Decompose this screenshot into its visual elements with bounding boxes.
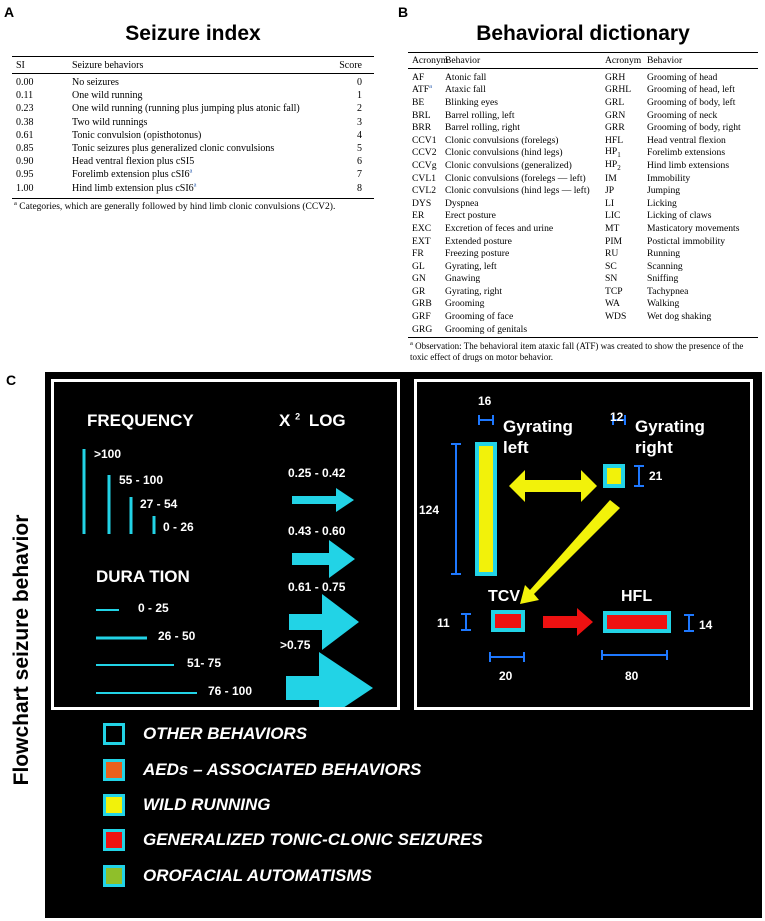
table-row (408, 121, 758, 134)
label-14: 14 (699, 618, 713, 632)
table-row (408, 222, 758, 235)
cell-behavior: Excretion of feces and urine (445, 222, 554, 234)
table-row (408, 96, 758, 109)
cell-si: 0.85 (16, 143, 34, 155)
cell-acronym-text: BRR (412, 122, 432, 134)
cell-acronym-2 (605, 185, 647, 196)
frequency-level-3: 27 - 54 (140, 497, 178, 511)
cell-score: 8 (357, 182, 362, 194)
table-row (12, 168, 374, 181)
legend-item (103, 792, 270, 818)
table-row (408, 273, 758, 286)
node-tcv (493, 612, 523, 630)
cell-behavior-2: Jumping (647, 185, 681, 197)
cell-acronym-text: GRHL (605, 84, 632, 96)
cell-behavior (72, 77, 336, 88)
cell-acronym (408, 173, 445, 184)
table-row (408, 210, 758, 223)
arrow-bidirectional-yellow (509, 470, 597, 502)
cell-behavior: Grooming of face (445, 311, 514, 323)
cell-acronym-text: CCV2 (412, 147, 437, 159)
cell-acronym (408, 286, 445, 297)
cell-behavior-text: Two wild runnings (72, 116, 148, 128)
cell-acronym-text: SN (605, 273, 618, 285)
cell-behavior-2: Forelimb extensions (647, 147, 726, 159)
cell-behavior-2: Running (647, 248, 681, 260)
node-hfl (605, 613, 669, 631)
table-row (408, 172, 758, 185)
cell-behavior: Clonic convulsions (forelegs) (445, 134, 559, 146)
cell-acronym (408, 298, 445, 309)
cell-behavior-text: No seizures (72, 77, 119, 89)
cell-acronym-text: GRG (412, 323, 433, 335)
col-behavior-2: Behavior (647, 55, 683, 66)
panel-b-letter: B (398, 4, 409, 20)
col-acronym: Acronym (412, 55, 449, 66)
cell-acronym-2 (605, 273, 647, 284)
cell-si: 0.90 (16, 156, 34, 168)
cell-behavior: Clonic convulsions (hind legs — left) (445, 185, 590, 197)
cell-behavior-2: Masticatory movements (647, 222, 740, 234)
gyrating-left-label-1: Gyrating (503, 417, 573, 436)
gyrating-right-label-2: right (635, 438, 673, 457)
chi-level-3: 0.61 - 0.75 (288, 580, 346, 594)
flowchart-side-label (2, 390, 42, 910)
table-header (12, 57, 374, 74)
key-box (51, 379, 400, 710)
cell-behavior (72, 90, 336, 101)
chi-level-4: >0.75 (280, 638, 311, 652)
cell-acronym-text: LI (605, 197, 615, 209)
table-row (12, 155, 374, 168)
cell-si: 0.38 (16, 116, 34, 128)
cell-behavior-2: Scanning (647, 260, 683, 272)
legend-label: OTHER BEHAVIORS (143, 724, 308, 743)
cell-acronym-text: GRF (412, 311, 431, 323)
cell-behavior: Extended posture (445, 235, 512, 247)
cell-acronym (408, 72, 445, 83)
cell-acronym-2 (605, 298, 647, 309)
arrow-yellow-to-tcv (520, 500, 620, 604)
cell-acronym-text: WA (605, 298, 620, 310)
legend-swatch (103, 723, 125, 745)
legend-swatch (103, 759, 125, 781)
cell-acronym-2 (605, 173, 647, 184)
cell-behavior-text: Tonic seizures plus generalized clonic convulsions (72, 143, 275, 155)
cell-acronym-2 (605, 210, 647, 221)
cell-acronym-text: DYS (412, 197, 432, 209)
cell-behavior-2: Tachypnea (647, 285, 689, 297)
cell-acronym (408, 97, 445, 108)
cell-behavior-2: Grooming of head, left (647, 84, 735, 96)
table-row (408, 134, 758, 147)
label-12: 12 (610, 410, 624, 424)
table-row (408, 109, 758, 122)
cell-acronym-2 (605, 84, 647, 95)
label-124: 124 (419, 503, 440, 517)
cell-acronym (408, 324, 445, 335)
cell-behavior-2: Licking (647, 197, 677, 209)
cell-behavior: Clonic convulsions (generalized) (445, 159, 572, 171)
cell-acronym (408, 122, 445, 133)
footnote-text: Observation: The behavioral item ataxic fall (ATF) was created to show the presence of the toxic effect of drugs on motor behavior. (410, 341, 744, 363)
table-header (408, 52, 758, 69)
cell-behavior (72, 183, 336, 194)
legend-label: GENERALIZED TONIC-CLONIC SEIZURES (143, 830, 483, 849)
cell-acronym-text: CCVg (412, 159, 437, 171)
cell-acronym-text: FR (412, 248, 424, 260)
footnote-mark: a (14, 199, 17, 207)
cell-behavior (72, 103, 336, 114)
cell-acronym-text: RU (605, 248, 619, 260)
table-row (408, 71, 758, 84)
cell-score: 3 (357, 116, 362, 128)
cell-acronym-text: JP (605, 185, 615, 197)
cell-acronym-text: IM (605, 172, 617, 184)
chi-level-1: 0.25 - 0.42 (288, 466, 346, 480)
table-footnote (12, 198, 374, 212)
cell-acronym-text: GRR (605, 122, 625, 134)
col-behaviors: Seizure behaviors (72, 59, 144, 71)
side-label-text: Flowchart seizure behavior (10, 514, 33, 786)
node-gyrating-left (477, 444, 495, 574)
cell-acronym (408, 311, 445, 322)
cell-acronym-text: BE (412, 96, 425, 108)
cell-acronym-2 (605, 223, 647, 234)
cell-behavior: Clonic convulsions (forelegs — left) (445, 172, 586, 184)
cell-score: 1 (357, 90, 362, 102)
cell-acronym-text: AF (412, 71, 425, 83)
cell-acronym-text: ATF (412, 84, 430, 96)
cell-acronym (408, 236, 445, 247)
cell-acronym-text: GRH (605, 71, 626, 83)
cell-behavior: Grooming (445, 298, 485, 310)
cell-behavior-2: Walking (647, 298, 680, 310)
cell-sub: 2 (617, 163, 621, 172)
cell-acronym-text: SC (605, 260, 617, 272)
chi-arrow-4 (286, 652, 373, 707)
table-row (408, 323, 758, 336)
table-row (408, 84, 758, 97)
chi-arrow-2 (292, 540, 355, 578)
footnote-text: Categories, which are generally followed by hind limb clonic convulsions (CCV2). (19, 201, 336, 212)
cell-acronym-text: MT (605, 222, 620, 234)
cell-acronym-2 (605, 261, 647, 272)
legend-item (103, 721, 307, 747)
cell-si: 0.23 (16, 103, 34, 115)
chi-sup: 2 (295, 411, 301, 422)
cell-behavior-text: Forelimb extension plus cSI6 (72, 169, 190, 181)
cell-acronym-text: GRL (605, 96, 625, 108)
cell-behavior-2: Head ventral flexion (647, 134, 726, 146)
cell-behavior: Erect posture (445, 210, 496, 222)
table-row (12, 129, 374, 142)
cell-behavior (72, 156, 336, 167)
table-row (408, 260, 758, 273)
cell-behavior-2: Hind limb extensions (647, 159, 730, 171)
label-11: 11 (437, 616, 450, 630)
cell-score: 2 (357, 103, 362, 115)
node-gyrating-right (605, 466, 623, 486)
frequency-level-1: >100 (94, 447, 122, 461)
frequency-level-2: 55 - 100 (119, 473, 164, 487)
cell-si: 0.95 (16, 169, 34, 181)
cell-behavior: Freezing posture (445, 248, 510, 260)
cell-acronym-text: GRB (412, 298, 432, 310)
legend-label: AEDs – ASSOCIATED BEHAVIORS (143, 760, 422, 779)
cell-behavior: Barrel rolling, left (445, 109, 515, 121)
cell-score: 0 (357, 77, 362, 89)
table-row (12, 102, 374, 115)
chi-x: X (279, 411, 291, 430)
cell-behavior-2: Grooming of neck (647, 109, 718, 121)
legend-label: OROFACIAL AUTOMATISMS (143, 866, 372, 885)
table-row (12, 142, 374, 155)
cell-behavior: Atonic fall (445, 71, 487, 83)
cell-acronym-text: HP (605, 159, 618, 170)
cell-behavior (72, 169, 336, 180)
cell-behavior-text: Tonic convulsion (opisthotonus) (72, 129, 202, 141)
duration-level-3: 51- 75 (187, 656, 222, 670)
cell-acronym (408, 223, 445, 234)
cell-acronym-2 (605, 311, 647, 322)
cell-behavior: Gnawing (445, 273, 481, 285)
cell-acronym (408, 185, 445, 196)
cell-behavior: Grooming of genitals (445, 323, 528, 335)
cell-acronym-2 (605, 97, 647, 108)
cell-acronym (408, 135, 445, 146)
cell-behavior-2: Grooming of body, right (647, 122, 741, 134)
table-row (408, 285, 758, 298)
cell-behavior (72, 117, 336, 128)
cell-score: 6 (357, 156, 362, 168)
cell-acronym (408, 210, 445, 221)
legend-swatch (103, 794, 125, 816)
footnote-mark: a (410, 340, 413, 348)
cell-acronym-text: PIM (605, 235, 623, 247)
cell-behavior (72, 143, 336, 154)
legend-swatch (103, 829, 125, 851)
cell-si: 0.11 (16, 90, 34, 102)
chi-square-title (279, 411, 346, 431)
table-row (408, 147, 758, 160)
cell-acronym-text: CVL2 (412, 185, 436, 197)
hfl-label: HFL (621, 588, 653, 605)
cell-score: 5 (357, 143, 362, 155)
flowchart-panel (45, 372, 762, 918)
cell-acronym-text: HFL (605, 134, 624, 146)
cell-behavior-2: Wet dog shaking (647, 311, 712, 323)
cell-acronym-text: CCV1 (412, 134, 437, 146)
cell-acronym-2 (605, 236, 647, 247)
cell-acronym (408, 273, 445, 284)
legend-item (103, 827, 483, 853)
legend-item (103, 757, 421, 783)
chi-arrow-1 (292, 488, 354, 512)
cell-behavior: Gyrating, left (445, 260, 497, 272)
cell-mark: a (189, 168, 193, 176)
cell-acronym-2 (605, 146, 647, 159)
panel-a-letter: A (4, 4, 15, 20)
label-21: 21 (649, 469, 663, 483)
cell-acronym-2 (605, 198, 647, 209)
table-row (12, 76, 374, 89)
flow-box (414, 379, 753, 710)
legend-swatch (103, 865, 125, 887)
table-row (12, 116, 374, 129)
cell-acronym-text: GRN (605, 109, 626, 121)
duration-title: DURA TION (96, 567, 190, 586)
cell-behavior-2: Grooming of body, left (647, 96, 736, 108)
cell-score: 4 (357, 129, 362, 141)
cell-sub: 1 (617, 151, 621, 160)
cell-behavior-2: Postictal immobility (647, 235, 726, 247)
frequency-level-4: 0 - 26 (163, 520, 194, 534)
cell-behavior-text: Hind limb extension plus cSI6 (72, 182, 194, 194)
cell-acronym-text: WDS (605, 311, 627, 323)
cell-acronym-text: BRL (412, 109, 431, 121)
cell-behavior-text: Head ventral flexion plus cSI5 (72, 156, 195, 168)
cell-behavior: Ataxic fall (445, 84, 486, 96)
cell-mark: a (193, 181, 197, 189)
table-row (408, 159, 758, 172)
cell-acronym-text: GR (412, 285, 426, 297)
cell-si: 0.00 (16, 77, 34, 89)
cell-acronym-text: TCP (605, 285, 623, 297)
cell-behavior: Dyspnea (445, 197, 479, 209)
cell-acronym-2 (605, 122, 647, 133)
duration-level-4: 76 - 100 (208, 684, 253, 698)
cell-acronym-text: EXC (412, 222, 432, 234)
cell-acronym-2 (605, 286, 647, 297)
table-row (408, 197, 758, 210)
table-row (12, 182, 374, 195)
panel-c-letter: C (6, 372, 17, 388)
cell-acronym-text: LIC (605, 210, 621, 222)
chi-log: LOG (308, 411, 346, 430)
cell-acronym-text: GN (412, 273, 426, 285)
cell-acronym (408, 84, 445, 95)
table-row (408, 184, 758, 197)
col-si: SI (16, 59, 25, 71)
table-footnote (408, 337, 758, 363)
table-row (408, 298, 758, 311)
cell-acronym (408, 160, 445, 171)
cell-acronym-text: HP (605, 146, 618, 158)
table-row (12, 89, 374, 102)
table-row (408, 247, 758, 260)
chi-level-2: 0.43 - 0.60 (288, 524, 346, 538)
duration-level-1: 0 - 25 (138, 601, 169, 615)
cell-acronym (408, 198, 445, 209)
cell-behavior-2: Grooming of head (647, 71, 718, 83)
cell-behavior: Clonic convulsions (hind legs) (445, 147, 563, 159)
col-score: Score (339, 59, 362, 71)
col-behavior: Behavior (445, 55, 481, 66)
cell-behavior-2: Immobility (647, 172, 691, 184)
arrow-red-to-hfl (543, 608, 593, 636)
cell-behavior: Barrel rolling, right (445, 122, 520, 134)
legend-item (103, 863, 372, 889)
cell-acronym-text: ER (412, 210, 425, 222)
cell-behavior-2: Licking of claws (647, 210, 712, 222)
label-20: 20 (499, 669, 513, 683)
tcv-label: TCV (488, 588, 520, 605)
cell-acronym-2 (605, 72, 647, 83)
cell-acronym-2 (605, 135, 647, 146)
label-80: 80 (625, 669, 639, 683)
panel-a-title: Seizure index (125, 22, 261, 45)
cell-acronym-2 (605, 159, 647, 172)
cell-score: 7 (357, 169, 362, 181)
behavioral-dictionary-table (408, 52, 758, 363)
cell-behavior: Gyrating, right (445, 285, 503, 297)
cell-behavior-text: One wild running (72, 90, 143, 102)
gyrating-right-label-1: Gyrating (635, 417, 705, 436)
cell-acronym (408, 248, 445, 259)
cell-behavior: Blinking eyes (445, 96, 499, 108)
cell-acronym (408, 147, 445, 158)
seizure-index-table (12, 56, 374, 212)
cell-acronym-text: CVL1 (412, 172, 436, 184)
cell-behavior (72, 130, 336, 141)
cell-acronym-2 (605, 248, 647, 259)
table-row (408, 310, 758, 323)
cell-acronym (408, 261, 445, 272)
cell-acronym-2 (605, 110, 647, 121)
duration-level-2: 26 - 50 (158, 629, 196, 643)
cell-behavior-2: Sniffing (647, 273, 679, 285)
gyrating-left-label-2: left (503, 438, 529, 457)
frequency-title: FREQUENCY (87, 411, 194, 430)
cell-mark: a (429, 83, 432, 91)
cell-acronym (408, 110, 445, 121)
panel-b-title: Behavioral dictionary (476, 22, 690, 45)
col-acronym-2: Acronym (605, 55, 642, 66)
cell-acronym-text: GL (412, 260, 425, 272)
legend-label: WILD RUNNING (143, 795, 271, 814)
table-row (408, 235, 758, 248)
cell-behavior-text: One wild running (running plus jumping plus atonic fall) (72, 103, 300, 115)
cell-acronym-text: EXT (412, 235, 431, 247)
cell-si: 0.61 (16, 129, 34, 141)
label-16: 16 (478, 394, 492, 408)
cell-si: 1.00 (16, 182, 34, 194)
